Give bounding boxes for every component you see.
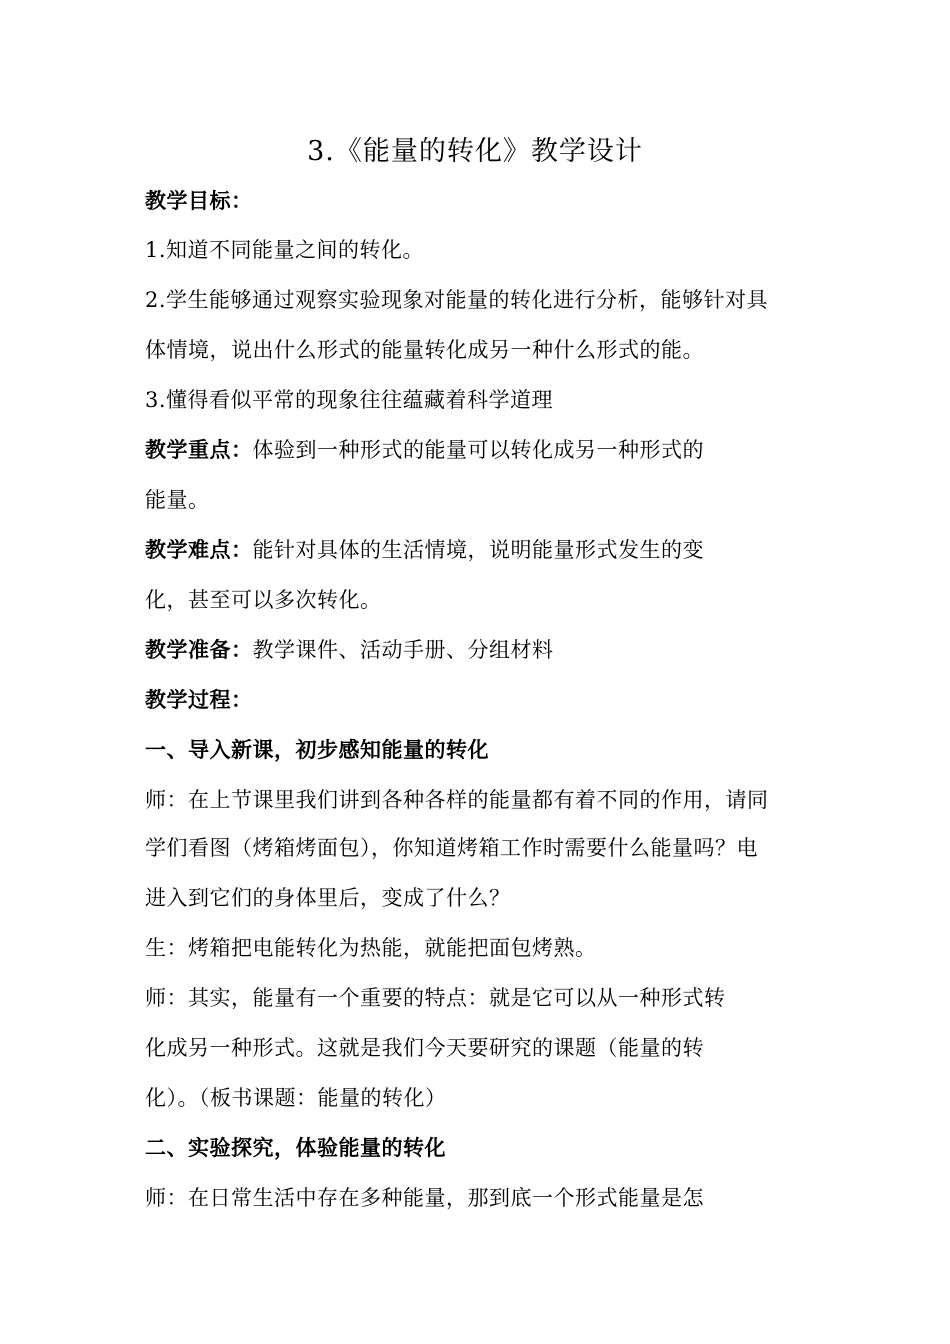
preparation-text: 教学课件、活动手册、分组材料	[252, 638, 554, 662]
paragraph-1-line-3: 进入到它们的身体里后，变成了什么？	[145, 886, 511, 910]
difficulty-label: 教学难点：	[145, 538, 253, 562]
key-point-line-1	[145, 435, 704, 465]
paragraph-4-line-1: 师：在日常生活中存在多种能量，那到底一个形式能量是怎	[145, 1186, 704, 1210]
objectives-heading: 教学目标：	[145, 189, 253, 213]
paragraph-3-line-1: 师：其实，能量有一个重要的特点：就是它可以从一种形式转	[145, 986, 726, 1010]
key-point-label: 教学重点：	[145, 438, 253, 462]
difficulty-line-1	[145, 535, 704, 565]
paragraph-1-line-1: 师：在上节课里我们讲到各种各样的能量都有着不同的作用，请同	[145, 788, 769, 812]
preparation-label: 教学准备：	[145, 638, 253, 662]
section-2-heading: 二、实验探究，体验能量的转化	[145, 1136, 446, 1160]
paragraph-3-line-3: 化）。（板书课题：能量的转化）	[145, 1086, 447, 1110]
preparation-line	[145, 635, 554, 665]
key-point-text: 体验到一种形式的能量可以转化成另一种形式的	[252, 438, 704, 462]
document-title: 3.《能量的转化》教学设计	[307, 136, 643, 167]
difficulty-line-2: 化，甚至可以多次转化。	[145, 588, 382, 612]
objective-2-line-1: 2.学生能够通过观察实验现象对能量的转化进行分析，能够针对具	[145, 288, 769, 312]
key-point-line-2: 能量。	[145, 488, 210, 512]
objective-3: 3.懂得看似平常的现象往往蕴藏着科学道理	[145, 388, 554, 412]
objective-2-line-2: 体情境，说出什么形式的能量转化成另一种什么形式的能。	[145, 338, 704, 362]
difficulty-text: 能针对具体的生活情境，说明能量形式发生的变	[252, 538, 704, 562]
paragraph-2-line-1: 生：烤箱把电能转化为热能，就能把面包烤熟。	[145, 936, 597, 960]
objective-1: 1.知道不同能量之间的转化。	[145, 238, 425, 262]
paragraph-1-line-2: 学们看图（烤箱烤面包），你知道烤箱工作时需要什么能量吗？电	[145, 836, 758, 860]
paragraph-3-line-2: 化成另一种形式。这就是我们今天要研究的课题（能量的转	[145, 1036, 704, 1060]
section-1-heading: 一、导入新课，初步感知能量的转化	[145, 738, 489, 762]
process-heading: 教学过程：	[145, 688, 253, 712]
